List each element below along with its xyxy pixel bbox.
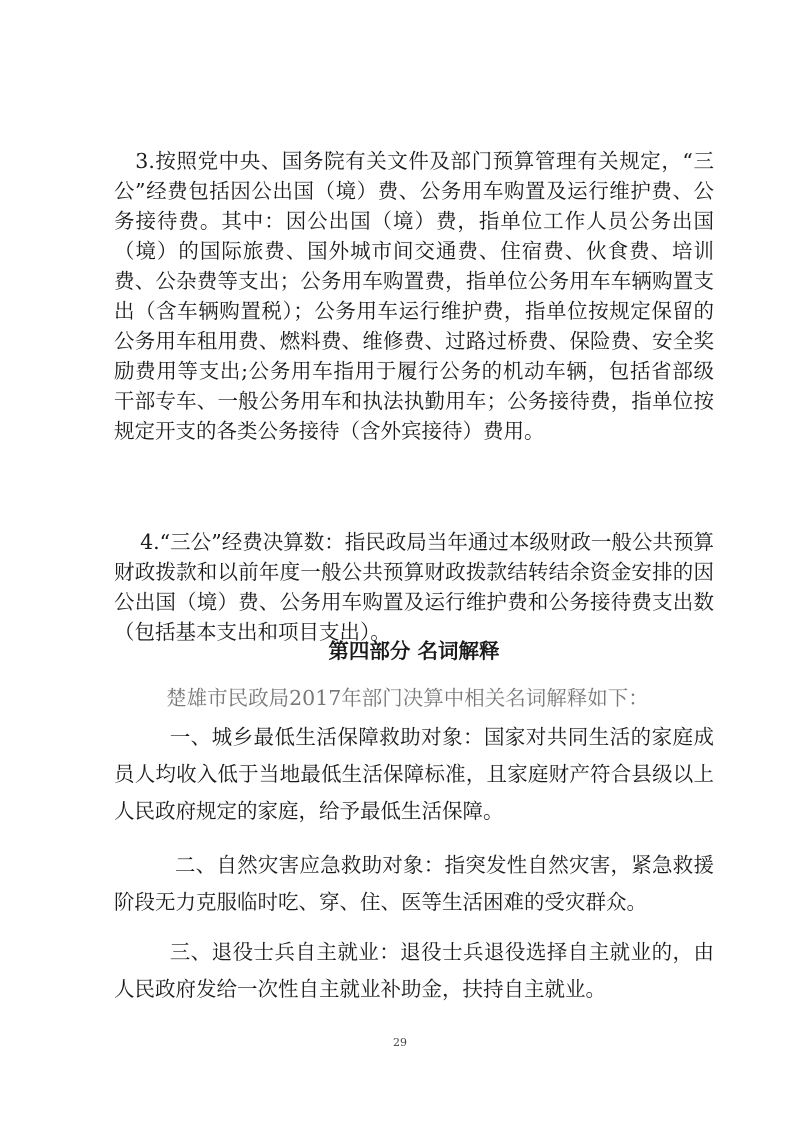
term-minimum-living-guarantee: 一、城乡最低生活保障救助对象：国家对共同生活的家庭成员人均收入低于当地最低生活保障标准，且家庭财产符合县级以上人民政府规定的家庭，给予最低生活保障。 <box>114 725 714 823</box>
term-disaster-relief: 二、自然灾害应急救助对象：指突发性自然灾害，紧急救援阶段无力克服临时吃、穿、住、医等生活困难的受灾群众。 <box>114 853 714 914</box>
section-heading: 第四部分 名词解释 <box>328 639 500 663</box>
paragraph-sangong-definition: 3.按照党中央、国务院有关文件及部门预算管理有关规定，“三公”经费包括因公出国（境）费、公务用车购置及运行维护费、公务接待费。其中：因公出国（境）费，指单位工作人员公务出国（境）的国际旅费、国外城市间交通费、住宿费、伙食费、培训费、公杂费等支出；公务用车购置费，指单位公务用车车辆购置支出（含车辆购置税）；公务用车运行维护费，指单位按规定保留的公务用车租用费、燃料费、维修费、过路过桥费、保险费、安全奖励费用等支出;公务用车指用于履行公务的机动车辆，包括省部级干部专车、一般公务用车和执法执勤用车；公务接待费，指单位按规定开支的各类公务接待（含外宾接待）费用。 <box>114 149 714 443</box>
paragraph-sangong-final-accounts: 4.“三公”经费决算数：指民政局当年通过本级财政一般公共预算财政拨款和以前年度一般公共预算财政拨款结转结余资金安排的因公出国（境）费、公务用车购置及运行维护费和公务接待费支出数（包括基本支出和项目支出）。 <box>114 530 714 644</box>
page-number: 29 <box>393 1036 407 1049</box>
term-veteran-self-employment: 三、退役士兵自主就业：退役士兵退役选择自主就业的，由人民政府发给一次性自主就业补助金，扶持自主就业。 <box>114 940 714 1001</box>
terms-intro: 楚雄市民政局2017年部门决算中相关名词解释如下： <box>114 686 649 710</box>
